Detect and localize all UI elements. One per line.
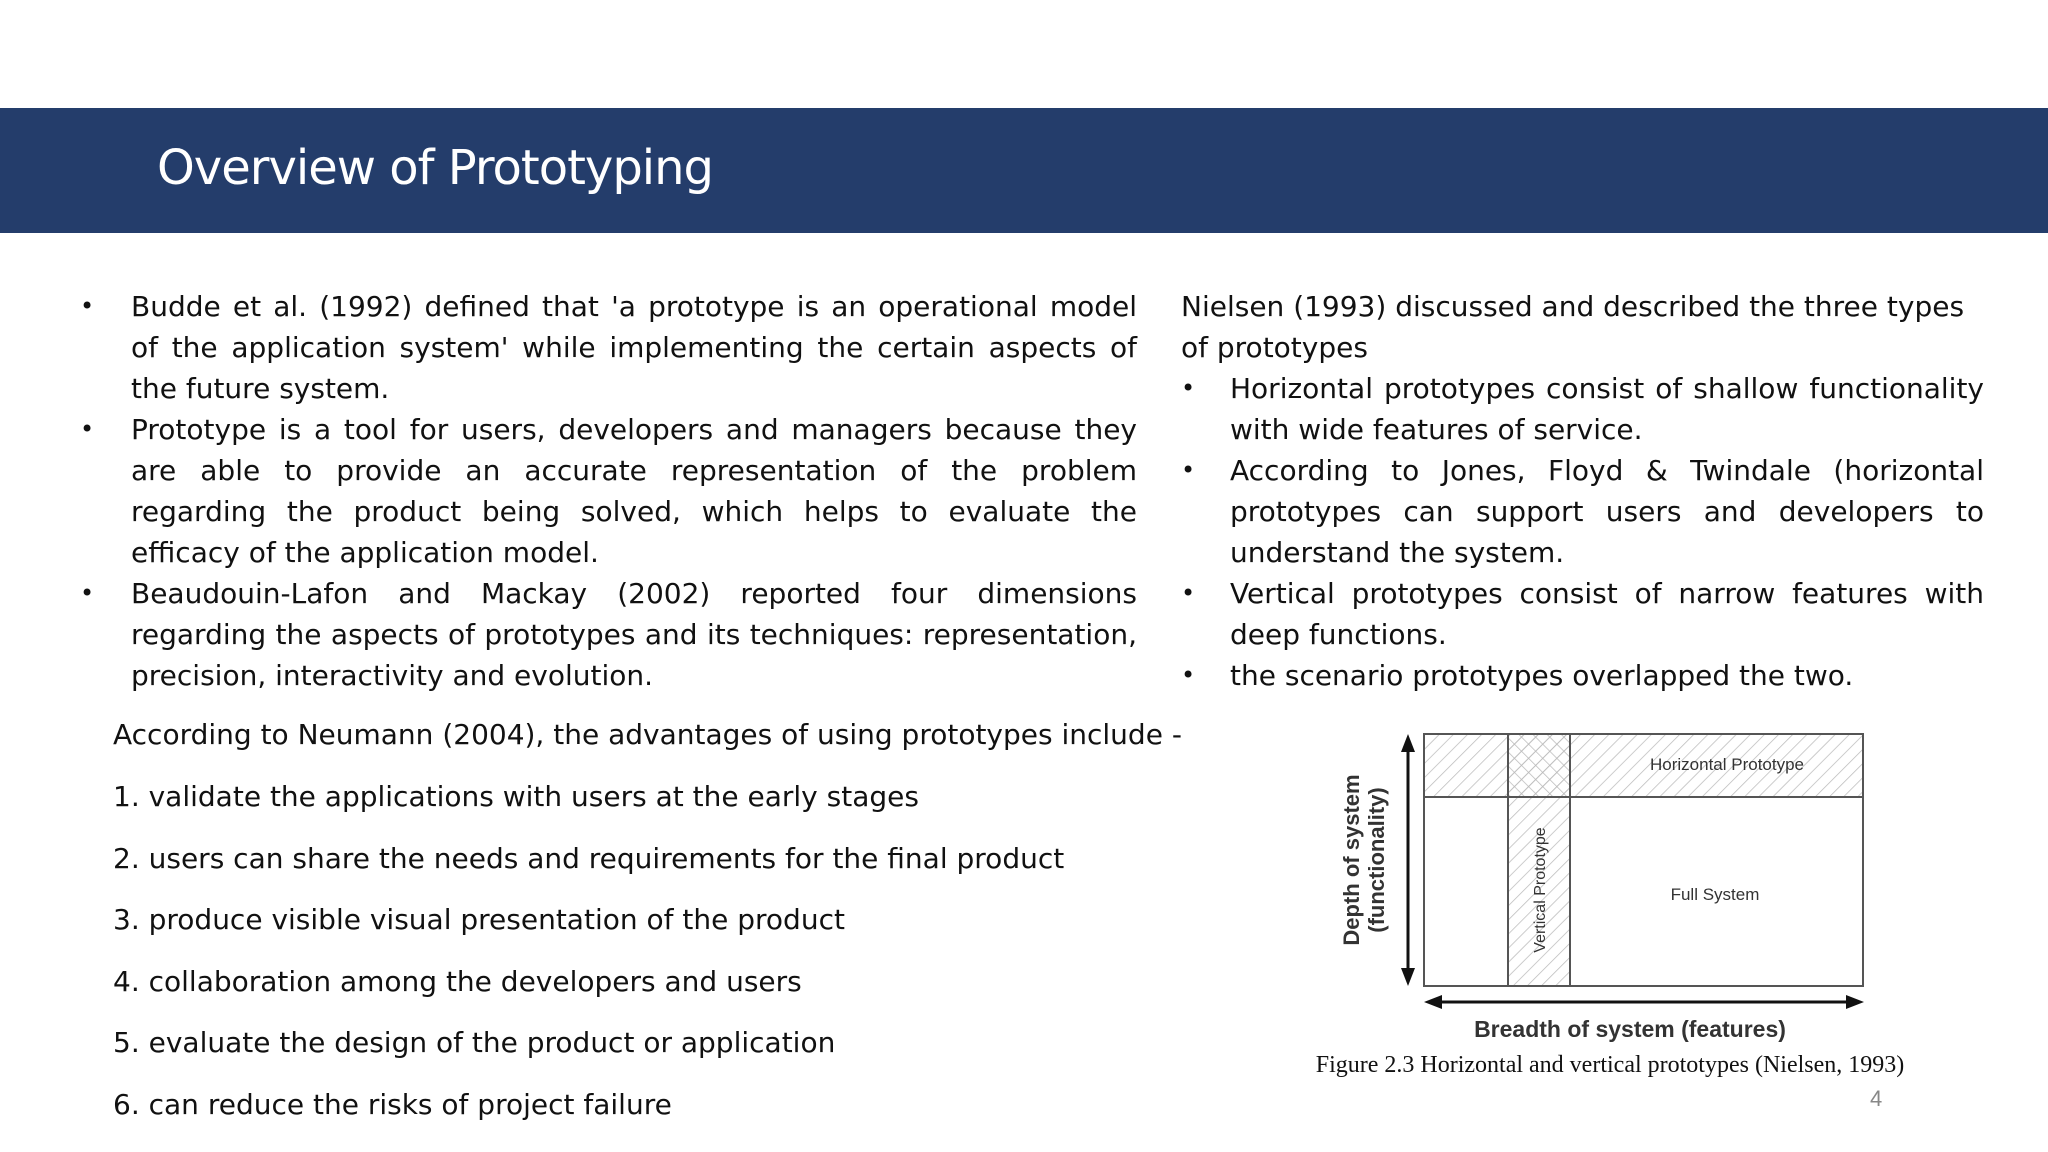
list-item: 6. can reduce the risks of project failure — [113, 1087, 672, 1121]
title-bar — [0, 108, 2048, 233]
list-item — [75, 286, 1137, 409]
page-number: 4 — [1870, 1086, 1883, 1111]
list-item — [1181, 368, 1984, 450]
left-bullet-list — [75, 286, 1137, 696]
full-system-label: Full System — [1670, 885, 1760, 904]
figure-caption: Figure 2.3 Horizontal and vertical prototypes (Nielsen, 1993) — [1315, 1052, 1905, 1078]
bullet-icon: • — [80, 292, 95, 320]
bullet-text: Horizontal prototypes consist of shallow functionality with wide features of service. — [1230, 372, 1984, 446]
list-item — [1181, 573, 1984, 655]
list-item: 4. collaboration among the developers and users — [113, 964, 802, 998]
list-item: 3. produce visible visual presentation of the product — [113, 903, 845, 936]
advantages-list — [113, 776, 1064, 1145]
bullet-icon: • — [1181, 661, 1196, 689]
right-bullet-list — [1181, 368, 1984, 696]
slide-title: Overview of Prototyping — [157, 140, 714, 196]
x-axis-label: Breadth of system (features) — [1474, 1016, 1786, 1042]
prototype-diagram — [1330, 730, 1890, 1050]
y-axis-label-line1: Depth of system — [1339, 774, 1364, 946]
bullet-text: Beaudouin-Lafon and Mackay (2002) reported four dimensions regarding the aspects of prototypes and its techniques: representation, precision, interactivity and evolution. — [131, 577, 1137, 692]
list-item: 5. evaluate the design of the product or application — [113, 1026, 836, 1059]
list-item — [75, 573, 1137, 696]
bullet-icon: • — [1181, 374, 1196, 402]
y-axis-label-line2: (functionality) — [1364, 787, 1389, 933]
list-item — [1181, 655, 1984, 696]
bullet-icon: • — [1181, 579, 1196, 607]
list-item: 1. validate the applications with users at the early stages — [113, 780, 919, 813]
bullet-text: Vertical prototypes consist of narrow features with deep functions. — [1230, 577, 1984, 651]
right-column — [1181, 286, 1984, 696]
bullet-text: Budde et al. (1992) defined that 'a prototype is an operational model of the application system' while implementing the certain aspects of the future system. — [131, 290, 1137, 405]
vertical-prototype-label: Vertical Prototype — [1532, 827, 1549, 953]
list-item: 2. users can share the needs and requirements for the final product — [113, 841, 1065, 875]
bullet-icon: • — [80, 579, 95, 607]
bullet-text: According to Jones, Floyd & Twindale (horizontal prototypes can support users and developers to understand the system. — [1230, 454, 1984, 569]
horizontal-prototype-label: Horizontal Prototype — [1649, 755, 1805, 774]
left-column — [75, 286, 1137, 696]
advantages-intro: According to Neumann (2004), the advantages of using prototypes include - — [113, 718, 1182, 751]
list-item — [75, 409, 1137, 573]
bullet-text: Prototype is a tool for users, developers and managers because they are able to provide an accurate representation of the problem regarding the product being solved, which helps to evaluate the efficacy of the application model. — [131, 413, 1137, 569]
list-item — [1181, 450, 1984, 573]
right-intro: Nielsen (1993) discussed and described the three types of prototypes — [1181, 290, 1965, 364]
bullet-text: the scenario prototypes overlapped the two. — [1230, 659, 1854, 692]
bullet-icon: • — [1181, 456, 1196, 484]
bullet-icon: • — [80, 415, 95, 443]
